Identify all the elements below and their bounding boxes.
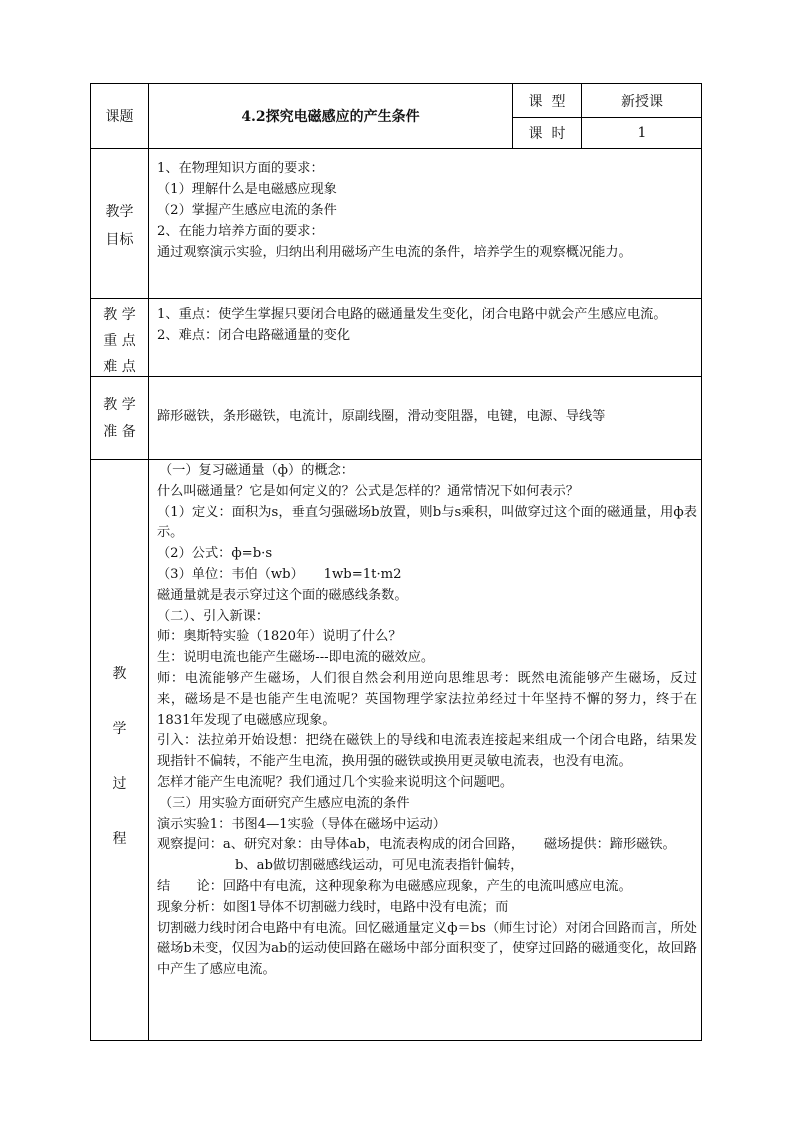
objectives-line: 通过观察演示实验，归纳出利用磁场产生电流的条件，培养学生的观察概况能力。 [157,245,632,260]
lesson-plan-table [90,83,702,1041]
preparation-label-line-2: 准 备 [103,424,136,440]
row-divider-4 [91,459,702,460]
process-label [91,460,148,1041]
objectives-line: 2、在能力培养方面的要求： [157,224,324,239]
process-line: 演示实验1：书图4—1实验（导体在磁场中运动） [157,816,446,832]
lesson-title: 4.2探究电磁感应的产生条件 [241,109,420,125]
process-label-line-2: 学 [112,721,127,737]
process-content [157,461,697,981]
objectives-label-line-1: 教学 [105,204,134,220]
preparation-text: 蹄形磁铁，条形磁铁，电流计，原副线圈，滑动变阻器，电键，电源、导线等 [157,409,606,424]
key-points-line: 1、重点：使学生掌握只要闭合电路的磁通量发生变化，闭合电路中就会产生感应电流。 [157,307,667,322]
process-line: 什么叫磁通量？它是如何定义的？公式是怎样的？通常情况下如何表示？ [157,483,579,499]
key-points-label-line-2: 重 点 [103,333,136,349]
process-line: 现象分析：如图1导体不切割磁力线时，电路中没有电流；而 [157,899,509,915]
process-label-line-1: 教 [112,666,127,682]
process-line: 观察提问：a、研究对象：由导体ab，电流表构成的闭合回路， 磁场提供：蹄形磁铁。 [157,837,676,853]
objectives-label [91,149,148,298]
process-line: 磁通量就是表示穿过这个面的磁感线条数。 [157,587,408,603]
process-label-line-4: 程 [112,831,127,847]
process-line: （二）、引入新课： [157,608,270,624]
process-line: 师：电流能够产生磁场，人们很自然会利用逆向思维思考：既然电流能够产生磁场，反过来，磁场是不是也能产生电流呢？英国物理学家法拉弟经过十年坚持不懈的努力，终于在1831年发现了电磁感应现象。 [157,670,697,728]
process-line: 生：说明电流也能产生磁场---即电流的磁效应。 [157,650,435,666]
preparation-label-line-1: 教 学 [103,397,136,413]
row-divider-1 [91,148,702,149]
process-line: 切割磁力线时闭合电路中有电流。回忆磁通量定义ф＝bs（师生讨论）对闭合回路而言，所处磁场b未变，仅因为ab的运动使回路在磁场中部分面积变了，使穿过回路的磁通变化，故回路中产生了感应电流。 [157,920,697,978]
objectives-line: （2）掌握产生感应电流的条件 [157,203,337,218]
objectives-content [157,158,697,263]
type-value: 新授课 [621,93,663,110]
process-label-line-3: 过 [112,776,127,792]
row-divider-3 [91,376,702,377]
process-line: 怎样才能产生电流呢？我们通过几个实验来说明这个问题吧。 [157,774,514,790]
preparation-label [91,377,148,459]
process-line: 结 论：回路中有电流，这种现象称为电磁感应现象，产生的电流叫感应电流。 [157,878,632,894]
objectives-line: （1）理解什么是电磁感应现象 [157,182,337,197]
hours-value: 1 [637,125,647,141]
key-points-label-line-3: 难 点 [103,359,136,375]
process-line: （三）用实验方面研究产生感应电流的条件 [159,795,410,811]
preparation-content [157,406,697,427]
key-points-label [91,299,148,376]
hours-label: 课 时 [528,126,566,142]
process-line: b、ab做切割磁感线运动，可见电流表指针偏转， [235,858,524,874]
objectives-label-line-2: 目标 [105,232,134,248]
type-label: 课 型 [528,93,566,110]
key-points-label-line-1: 教 学 [103,307,136,323]
process-line: （一）复习磁通量（ф）的概念： [159,463,354,478]
key-points-line: 2、难点：闭合电路磁通量的变化 [157,328,351,343]
row-divider-2 [91,298,702,299]
topic-label: 课题 [105,109,134,125]
process-line: （2）公式：ф=b·s [157,546,273,562]
key-points-content [157,304,697,346]
process-line: 师：奥斯特实验（1820年）说明了什么？ [157,629,402,645]
label-column-divider [148,84,149,1041]
process-line: （3）单位：韦伯（wb） 1wb=1t·m2 [157,566,402,582]
objectives-line: 1、在物理知识方面的要求： [157,161,324,176]
process-line: （1）定义：面积为s，垂直匀强磁场b放置，则b与s乘积，叫做穿过这个面的磁通量，用ф表示。 [157,504,697,541]
process-line: 引入：法拉弟开始设想：把绕在磁铁上的导线和电流表连接起来组成一个闭合电路，结果发现指针不偏转，不能产生电流，换用强的磁铁或换用更灵敏电流表，也没有电流。 [157,733,697,770]
